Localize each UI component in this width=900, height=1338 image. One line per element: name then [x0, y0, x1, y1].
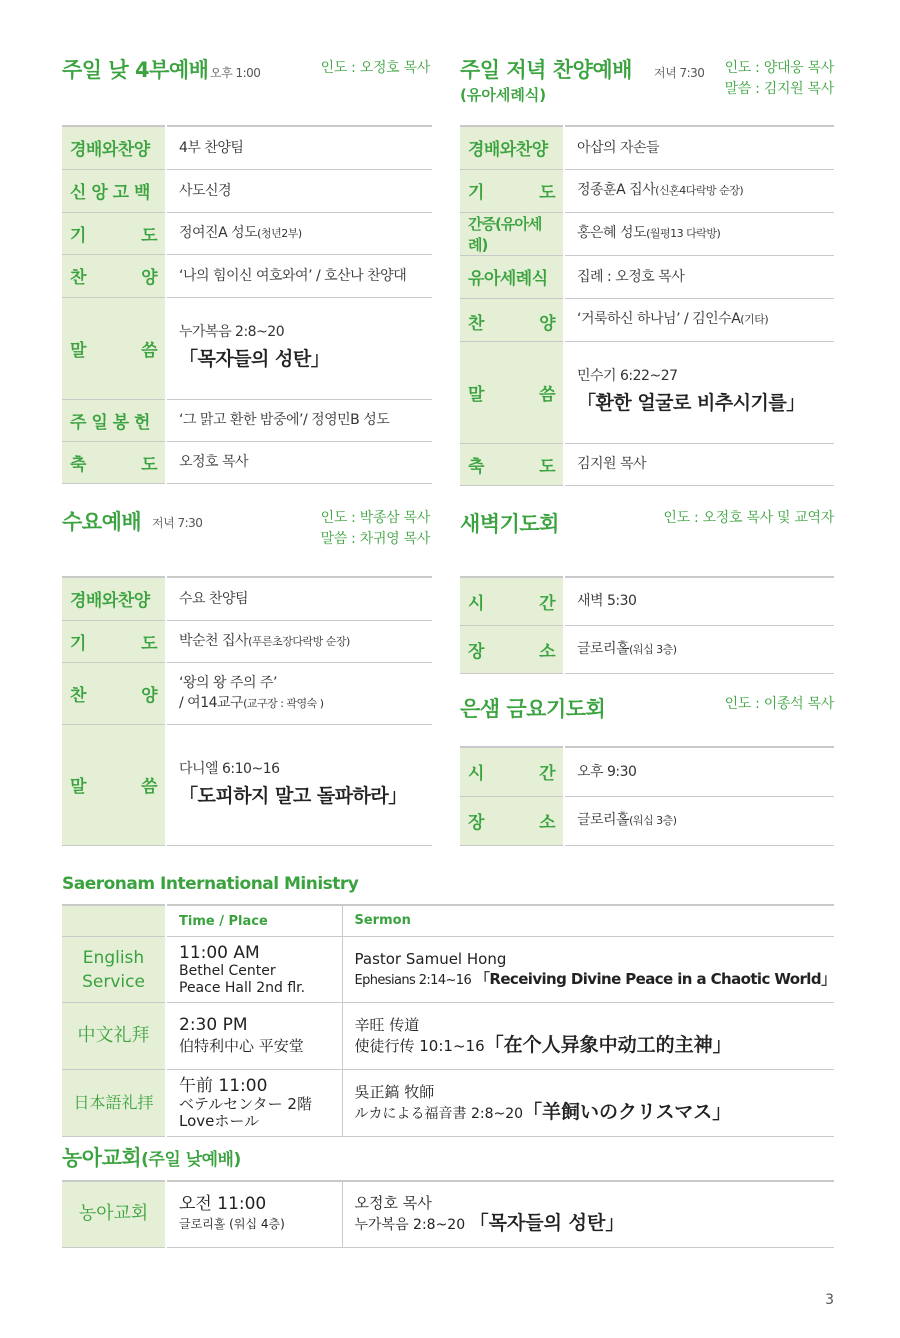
sermon-cell: 吳正鎬 牧師 ルカによる福音書 2:8~20「羊飼いのクリスマス」: [342, 1070, 834, 1137]
row-label: 中文礼拜: [62, 1003, 166, 1070]
table-row: [460, 577, 834, 625]
header-sermon: Sermon: [342, 905, 834, 937]
row-label: 경배와찬양: [460, 126, 564, 169]
page-number: 3: [825, 1292, 834, 1308]
table-row: [62, 662, 432, 724]
row-label: 기 도: [460, 169, 564, 212]
table-row: [62, 441, 432, 483]
table-row: [62, 126, 432, 169]
sermon-cell: 오정호 목사 누가복음 2:8~20 「목자들의 성탄」: [342, 1181, 834, 1247]
row-value: 오후 9:30: [564, 747, 834, 796]
row-value: 정종훈A 집사(신혼4다락방 순장): [564, 169, 834, 212]
row-label: 시 간: [460, 747, 564, 796]
table-row: [460, 255, 834, 298]
evening-lead: 인도 : 양대웅 목사 말씀 : 김지원 목사: [724, 60, 834, 97]
sermon-reference: 다니엘 6:10~16: [179, 760, 280, 777]
row-label: 기 도: [62, 212, 166, 254]
sermon-reference: 민수기 6:22~27: [577, 368, 678, 384]
time-place-cell: 오전 11:00 글로리홀 (워십 4층): [166, 1181, 342, 1247]
row-value: 아삽의 자손들: [564, 126, 834, 169]
row-label: 말 씀: [460, 341, 564, 443]
table-row: [62, 937, 834, 1003]
row-label: 주 일 봉 헌: [62, 399, 166, 441]
sermon-cell: 辛旺 传道 使徒行传 10:1~16「在个人异象中动工的主神」: [342, 1003, 834, 1070]
wednesday-time: 저녁 7:30: [152, 516, 203, 530]
row-label: 시 간: [460, 577, 564, 625]
row-label: 장 소: [460, 625, 564, 673]
sermon-title: 「도피하지 말고 돌파하라」: [179, 784, 407, 807]
deaf-table: [62, 1180, 834, 1248]
table-row: [460, 443, 834, 485]
international-table: [62, 904, 834, 1137]
row-label: 경배와찬양: [62, 126, 166, 169]
row-label: 기 도: [62, 620, 166, 662]
row-value: ‘나의 힘이신 여호와여’ / 호산나 찬양대: [166, 254, 432, 297]
table-row: [62, 1181, 834, 1247]
sermon-reference: 누가복음 2:8~20: [179, 324, 285, 340]
row-value: ‘왕의 왕 주의 주’ / 여14교구(교구장 : 곽영숙 ): [166, 662, 432, 724]
table-row: [460, 212, 834, 255]
table-row: [62, 254, 432, 297]
wednesday-table: [62, 576, 432, 846]
row-label: 신 앙 고 백: [62, 169, 166, 212]
row-value: ‘거룩하신 하나님’ / 김인수A(기타): [564, 298, 834, 341]
table-row: [460, 796, 834, 845]
row-label: 장 소: [460, 796, 564, 845]
evening-subtitle: (유아세례식): [460, 86, 547, 104]
row-value: 홍은혜 성도(월평13 다락방): [564, 212, 834, 255]
table-row: [62, 724, 432, 845]
table-row: [460, 341, 834, 443]
friday-lead: 인도 : 이종석 목사: [724, 696, 834, 712]
afternoon-lead: 인도 : 오정호 목사: [320, 60, 430, 76]
afternoon-title: 주일 낮 4부예배: [62, 58, 209, 82]
sermon-cell: Pastor Samuel Hong Ephesians 2:14~16 「Receiving Divine Peace in a Chaotic World」: [342, 937, 834, 1003]
sermon-title: 「목자들의 성탄」: [179, 348, 330, 370]
table-row: [62, 297, 432, 399]
table-row: [62, 1003, 834, 1070]
afternoon-time: 오후 1:00: [210, 66, 261, 80]
row-value: 집례 : 오정호 목사: [564, 255, 834, 298]
row-label: 간증(유아세례): [460, 212, 564, 255]
table-row: [460, 169, 834, 212]
row-value: 오정호 목사: [166, 441, 432, 483]
row-value: 김지원 목사: [564, 443, 834, 485]
evening-time: 저녁 7:30: [654, 66, 705, 80]
row-label: 찬 양: [460, 298, 564, 341]
table-row: [62, 620, 432, 662]
row-label: 농아교회: [62, 1181, 166, 1247]
wednesday-lead: 인도 : 박종삼 목사 말씀 : 차귀영 목사: [320, 510, 430, 547]
time-place-cell: 午前 11:00 ベテルセンター 2階 Loveホール: [166, 1070, 342, 1137]
row-label: 찬 양: [62, 662, 166, 724]
friday-table: [460, 746, 834, 846]
deaf-title: 농아교회(주일 낮예배): [62, 1146, 241, 1170]
evening-title: 주일 저녁 찬양예배: [460, 58, 632, 82]
row-value: 새벽 5:30: [564, 577, 834, 625]
row-value: 글로리홀(워십 3층): [564, 625, 834, 673]
header-blank: [62, 905, 166, 937]
row-label: 日本語礼拝: [62, 1070, 166, 1137]
dawn-title: 새벽기도회: [460, 512, 559, 536]
international-title: Saeronam International Ministry: [62, 874, 359, 894]
row-value: 수요 찬양팀: [166, 577, 432, 620]
row-value: ‘그 맑고 환한 밤중에’/ 정영민B 성도: [166, 399, 432, 441]
row-label: 축 도: [62, 441, 166, 483]
table-header-row: [62, 905, 834, 937]
time-place-cell: 11:00 AM Bethel Center Peace Hall 2nd flr.: [166, 937, 342, 1003]
row-value: 사도신경: [166, 169, 432, 212]
header-time-place: Time / Place: [166, 905, 342, 937]
row-label: 말 씀: [62, 724, 166, 845]
dawn-lead: 인도 : 오정호 목사 및 교역자: [663, 510, 834, 526]
table-row: [460, 298, 834, 341]
sermon-title: 「환한 얼굴로 비추시기를」: [577, 392, 805, 414]
sermon-cell: [166, 297, 432, 399]
table-row: [460, 126, 834, 169]
row-value: 글로리홀(워십 3층): [564, 796, 834, 845]
dawn-table: [460, 576, 834, 674]
table-row: [62, 169, 432, 212]
sermon-cell: [564, 341, 834, 443]
table-row: [460, 625, 834, 673]
row-label: English Service: [62, 937, 166, 1003]
row-value: 박순천 집사(푸른초장다락방 순장): [166, 620, 432, 662]
time-place-cell: 2:30 PM 伯特利中心 平安堂: [166, 1003, 342, 1070]
row-label: 찬 양: [62, 254, 166, 297]
row-label: 축 도: [460, 443, 564, 485]
evening-table: [460, 125, 834, 486]
table-row: [460, 747, 834, 796]
row-value: 4부 찬양팀: [166, 126, 432, 169]
table-row: [62, 577, 432, 620]
row-label: 유아세례식: [460, 255, 564, 298]
table-row: [62, 1070, 834, 1137]
friday-title: 은샘 금요기도회: [460, 697, 606, 721]
table-row: [62, 212, 432, 254]
row-label: 경배와찬양: [62, 577, 166, 620]
sermon-cell: [166, 724, 432, 845]
row-label: 말 씀: [62, 297, 166, 399]
wednesday-title: 수요예배: [62, 510, 142, 534]
table-row: [62, 399, 432, 441]
afternoon-table: [62, 125, 432, 484]
row-value: 정여진A 성도(청년2부): [166, 212, 432, 254]
